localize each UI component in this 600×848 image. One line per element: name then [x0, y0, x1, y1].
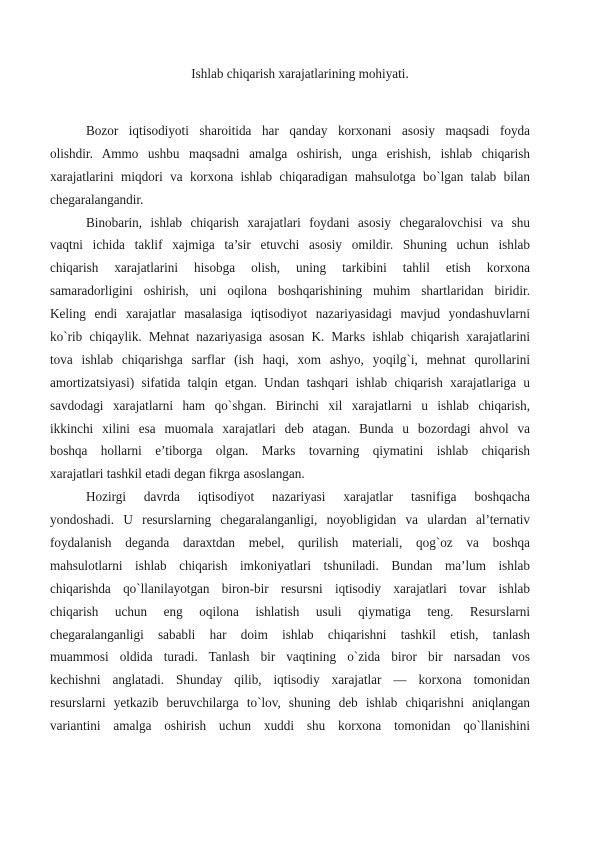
paragraph-2 — [50, 212, 530, 487]
text-line: Keling endi xarajatlar masalasiga iqtisodiyot nazariyasidagi mavjud yondashuvlarni — [50, 306, 530, 322]
text-line: chegaralangandir. — [50, 191, 144, 207]
text-line: amortizatsiyasi) sifatida talqin etgan. Undan tashqari ishlab chiqarish xarajatlariga u — [50, 374, 530, 390]
page-title: Ishlab chiqarish xarajatlarining mohiyati. — [191, 66, 409, 81]
text-line: savdodagi xarajatlarni ham qo`shgan. Birinchi xil xarajatlarni u ishlab chiqarish, — [50, 397, 530, 413]
text-line: Binobarin, ishlab chiqarish xarajatlari foydani asosiy chegaralovchisi va shu — [86, 214, 530, 230]
text-line: variantini amalga oshirish uchun xuddi shu korxona tomonidan qo`llanishini — [50, 718, 530, 734]
text-line: Bozor iqtisodiyoti sharoitida har qanday korxonani asosiy maqsadi foyda — [86, 123, 530, 138]
text-line: chiqarish xarajatlarini hisobga olish, uning tarkibini tahlil etish korxona — [50, 260, 530, 276]
text-line: mahsulotlarni ishlab chiqarish imkoniyatlari tshuniladi. Bundan ma’lum ishlab — [50, 557, 530, 573]
text-line: ikkinchi xilini esa muomala xarajatlari deb atagan. Bunda u bozordagi ahvol va — [50, 420, 530, 436]
text-line: Hozirgi davrda iqtisodiyot nazariyasi xarajatlar tasnifiga boshqacha — [86, 489, 530, 505]
text-line: vaqtni ichida taklif xajmiga ta’sir etuvchi asosiy omildir. Shuning uchun ishlab — [50, 237, 530, 253]
text-line: yondoshadi. U resurslarning chegaralanganligi, noyobligidan va ulardan al’ternativ — [50, 512, 530, 528]
text-line: xarajatlarini miqdori va korxona ishlab chiqaradigan mahsulotga bo`lgan talab bilan — [50, 168, 530, 184]
text-line: xarajatlari tashkil etadi degan fikrga asoslangan. — [50, 466, 305, 482]
paragraph-1 — [50, 120, 530, 212]
text-line: tova ishlab chiqarishga sarflar (ish haqi, xom ashyo, yoqilg`i, mehnat qurollarini — [50, 351, 530, 367]
paragraph-3 — [50, 486, 530, 738]
text-line: resurslarni yetkazib beruvchilarga to`lov, shuning deb ishlab chiqarishni aniqlangan — [50, 695, 530, 711]
text-line: kechishni anglatadi. Shunday qilib, iqtisodiy xarajatlar — korxona tomonidan — [50, 672, 530, 688]
text-line: ko`rib chiqaylik. Mehnat nazariyasiga asosan K. Marks ishlab chiqarish xarajatlarini — [50, 329, 530, 345]
text-line: muammosi oldida turadi. Tanlash bir vaqtining o`zida biror bir narsadan vos — [50, 649, 530, 665]
text-line: chegaralanganligi sababli har doim ishlab chiqarishni tashkil etish, tanlash — [50, 626, 530, 642]
text-line: chiqarish uchun eng oqilona ishlatish usuli qiymatiga teng. Resurslarni — [50, 603, 530, 619]
document-body — [50, 120, 530, 738]
text-line: olishdir. Ammo ushbu maqsadni amalga oshirish, unga erishish, ishlab chiqarish — [50, 145, 530, 161]
text-line: foydalanish deganda daraxtdan mebel, qurilish materiali, qog`oz va boshqa — [50, 535, 530, 551]
text-line: boshqa hollarni e’tiborga olgan. Marks tovarning qiymatini ishlab chiqarish — [50, 443, 530, 459]
text-line: samaradorligini oshirish, uni oqilona boshqarishining muhim shartlaridan biridir. — [50, 283, 530, 299]
text-line: chiqarishda qo`llanilayotgan biron-bir resursni iqtisodiy xarajatlari tovar ishlab — [50, 580, 530, 596]
